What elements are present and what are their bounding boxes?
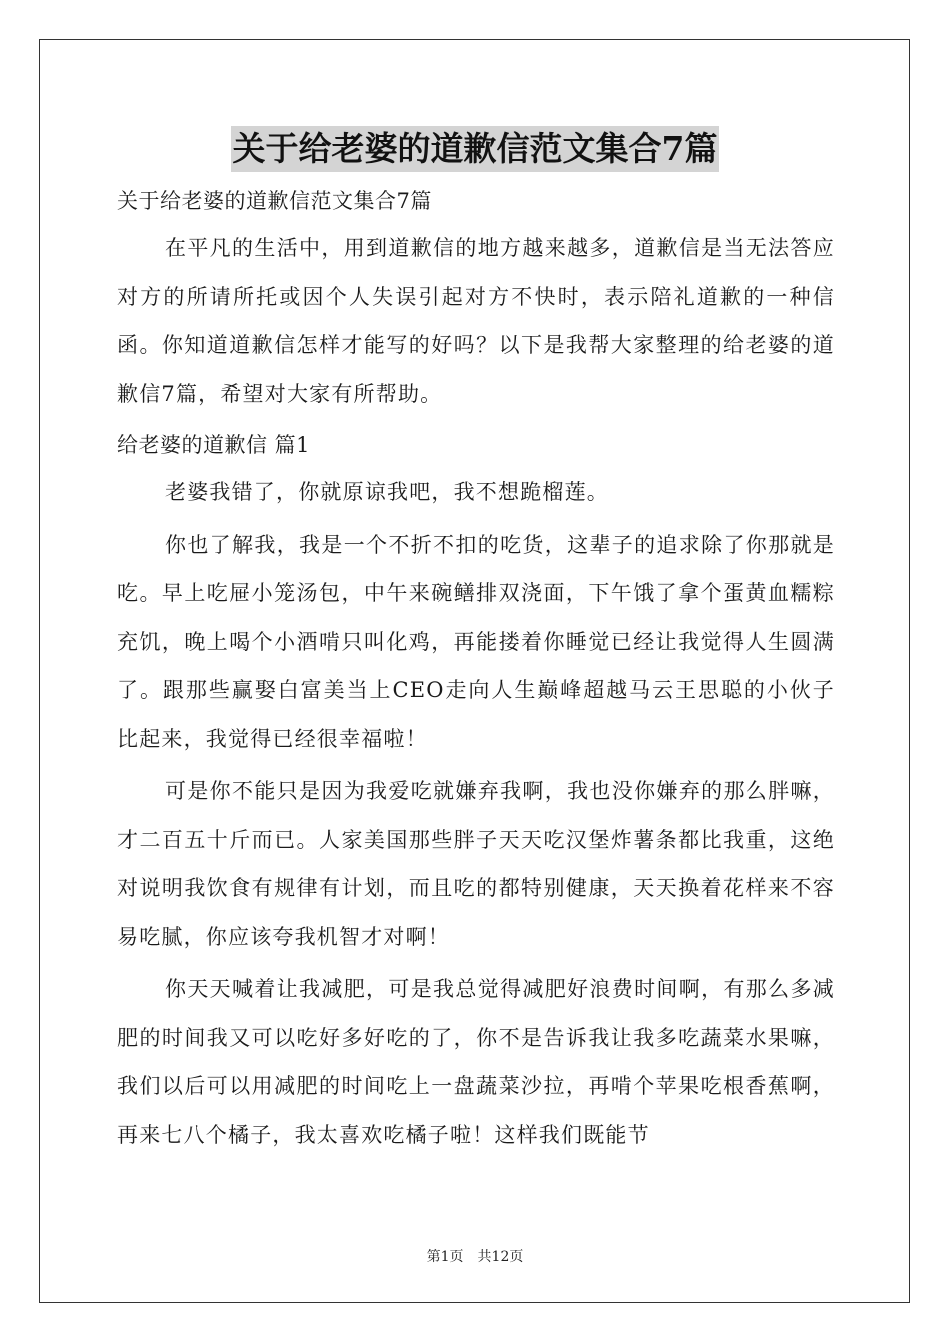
body-paragraph: 可是你不能只是因为我爱吃就嫌弃我啊，我也没你嫌弃的那么胖嘛，才二百五十斤而已。人家美国那些胖子天天吃汉堡炸薯条都比我重，这绝对说明我饮食有规律有计划，而且吃的都特别健康，天天换着花样来不容易吃腻，你应该夸我机智才对啊！ [117,779,835,949]
document-subtitle: 关于给老婆的道歉信范文集合7篇 [117,189,432,213]
body-paragraph: 你天天喊着让我减肥，可是我总觉得减肥好浪费时间啊，有那么多减肥的时间我又可以吃好多好吃的了，你不是告诉我让我多吃蔬菜水果嘛，我们以后可以用减肥的时间吃上一盘蔬菜沙拉，再啃个苹果吃根香蕉啊，再来七八个橘子，我太喜欢吃橘子啦！这样我们既能节 [117,977,835,1147]
page-footer: 第1页 共12页 [426,1249,524,1265]
intro-paragraph: 在平凡的生活中，用到道歉信的地方越来越多，道歉信是当无法答应对方的所请所托或因个人失误引起对方不快时，表示陪礼道歉的一种信函。你知道道歉信怎样才能写的好吗？以下是我帮大家整理的给老婆的道歉信7篇，希望对大家有所帮助。 [117,236,835,406]
body-paragraph: 你也了解我，我是一个不折不扣的吃货，这辈子的追求除了你那就是吃。早上吃屉小笼汤包，中午来碗鳝排双浇面，下午饿了拿个蛋黄血糯粽充饥，晚上喝个小酒啃只叫化鸡，再能搂着你睡觉已经让我觉得人生圆满了。跟那些赢娶白富美当上CEO走向人生巅峰超越马云王思聪的小伙子比起来，我觉得已经很幸福啦！ [117,532,835,751]
document-title: 关于给老婆的道歉信范文集合7篇 [231,126,720,172]
section-heading: 给老婆的道歉信 篇1 [117,433,311,457]
document-body [117,178,835,1163]
title-container [0,126,950,172]
body-paragraph: 老婆我错了，你就原谅我吧，我不想跪榴莲。 [165,480,609,504]
